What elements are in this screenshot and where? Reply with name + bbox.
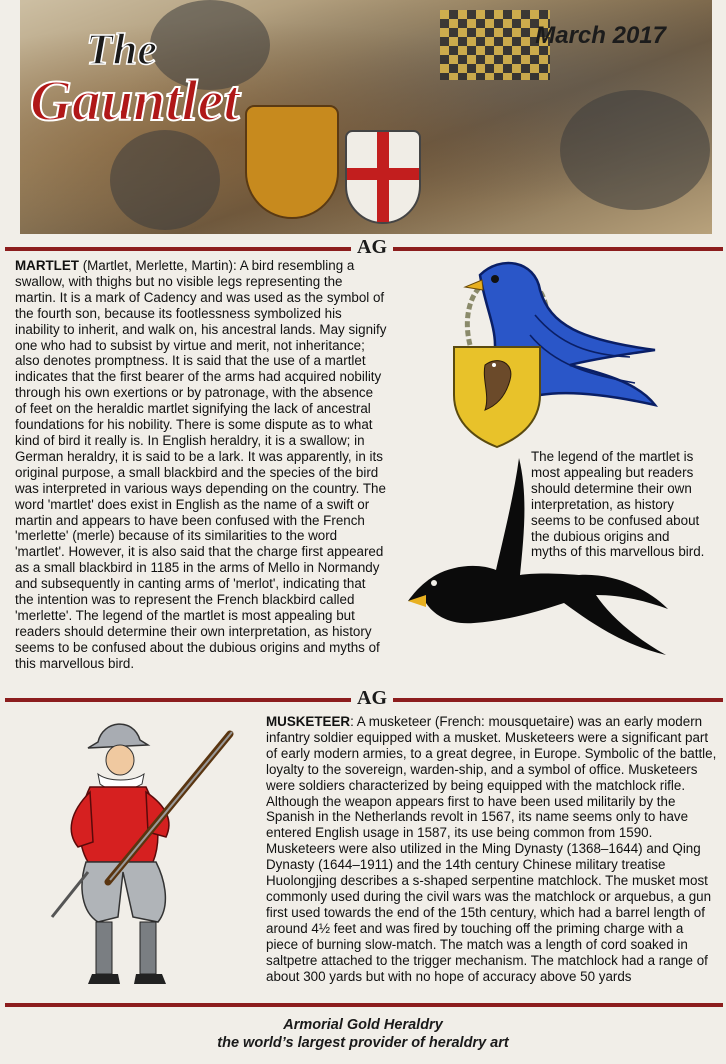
- black-martlet-silhouette: [404, 455, 674, 665]
- divider-ag-mark: AG: [351, 236, 393, 258]
- masthead-title: [26, 22, 276, 132]
- blue-martlet-illustration: [440, 255, 670, 450]
- martlet-side-note: The legend of the martlet is most appealing but readers should determine their own interpretation, as history seems to be confused about the dubious origins and myths of this marvellous bird.: [531, 449, 705, 560]
- battle-scene-figure: [560, 90, 710, 210]
- section-divider: [5, 687, 723, 709]
- battle-scene-figure: [110, 130, 220, 230]
- section-divider: [5, 236, 723, 258]
- footer-tagline: the world’s largest provider of heraldry art: [217, 1035, 509, 1051]
- masthead-title-gauntlet: Gauntlet: [30, 68, 240, 132]
- martlet-term: MARTLET: [15, 258, 79, 273]
- issue-date: March 2017: [535, 22, 666, 49]
- st-george-shield: [345, 130, 421, 224]
- martlet-body: (Martlet, Merlette, Martin): A bird resembling a swallow, with thighs but no visible legs representing the martin. It is a mark of Cadency and was used as the symbol of the fourth son, because its footlessness symbolized his inability to inherit, and walk on, his ancestral lands. May signify one who had to subsist by virtue and merit, not inheritance; also denotes promptness. It is said that the use of a martlet indicates that the first bearer of the arms had acquired nobility through his own exertions or by patronage, with the absence of feet on the heraldic martlet signifying the lack of ancestral foundations for his nobility. There is some dispute as to what kind of bird it really is. In English heraldry, it is a swallow; in German heraldry, it is said to be a lark. It was apparently, in its original purpose, a small blackbird and the species of the bird was interpreted in various ways depending on the country. The word 'martlet' does exist in English as the name of a swift or martin and appears to have been confused with the French 'merlette' (merle) because of its similarities to the word 'martlet'. However, it is also said that the charge first appeared as a small blackbird in 1185 in the arms of Mello in Normandy and subsequently in canting arms of 'merlot', indicating that the intention was to represent the French blackbird called 'merlette'. The legend of the martlet is most appealing but readers should determine their own interpretation, as history seems to be confused about the dubious origins and myths of this marvellous bird.: [15, 258, 387, 671]
- masthead-title-the: The: [86, 25, 157, 74]
- musketeer-illustration: [48, 712, 248, 997]
- martlet-article: [15, 258, 387, 672]
- divider-ag-mark: AG: [351, 687, 393, 709]
- musketeer-body: : A musketeer (French: mousquetaire) was an early modern infantry soldier equipped with a musket. Musketeers were a significant part of early modern armies, to a great degree, in Europe. Symbolic of the battle, loyalty to the sovereign, warden-ship, and a symbol of office. Musketeers were soldiers characterized by being equipped with the matchlock rifle. Although the weapon appears first to have been used militarily by the Spanish in the Netherlands revolt in 1567, its name seems only to have entered English usage in 1587, its use being common from 1590. Musketeers were also utilized in the Ming Dynasty (1368–1644) and Qing Dynasty (1644–1911) and the 14th century Chinese military treatise Huolongjing describes a s-shaped serpentine matchlock. The musket most commonly used during the civil wars was the matchlock or arquebus, a gun first used towards the end of the 15th century, which had a barrel length of around 4½ feet and was fired by touching off the priming charge with a piece of burning slow-match. The match was a length of cord soaked in saltpetre attached to the trigger mechanism. The matchlock had a range of about 300 yards but with no hope of accuracy above 50 yards: [266, 714, 717, 984]
- musketeer-term: MUSKETEER: [266, 714, 351, 729]
- header-banner: [20, 0, 712, 234]
- footer-divider: [5, 1003, 723, 1007]
- footer-brand: Armorial Gold Heraldry: [283, 1017, 443, 1033]
- checkered-banner: [440, 10, 550, 80]
- musketeer-article: [266, 714, 718, 984]
